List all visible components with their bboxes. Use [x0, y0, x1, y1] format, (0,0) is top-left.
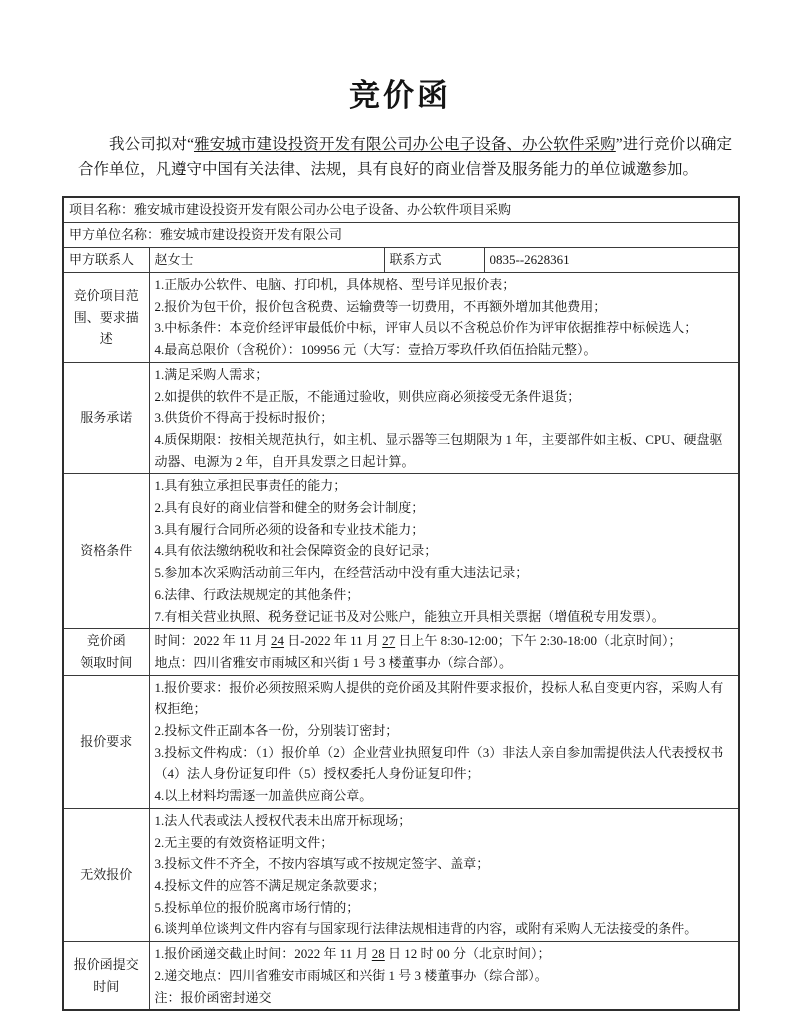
intro-segment: 我公司拟对“ [109, 136, 194, 153]
section-row [63, 675, 739, 808]
content-line [155, 897, 734, 919]
content-segment: 日上午 8:30-12:00；下午 2:30-18:00（北京时间）； [395, 633, 682, 649]
content-line [155, 386, 734, 408]
content-segment: 1.具有独立承担民事责任的能力； [154, 478, 347, 494]
content-segment: 5.参加本次采购活动前三年内，在经营活动中没有重大违法记录； [154, 565, 529, 581]
bid-info-table [62, 196, 740, 1011]
content-segment: 3.投标文件不齐全，不按内容填写或不按规定签字、盖章； [154, 856, 490, 872]
section-label-line: 报价要求 [80, 733, 133, 749]
section-row [63, 942, 739, 1011]
section-label [63, 474, 149, 629]
content-line [155, 364, 734, 386]
intro-segment: ”进行竞价以确定合作单位，凡遵守中国有关法律、法规，具有良好的商业信誉及服务能力的单位诚邀参加。 [78, 136, 732, 178]
section-row [63, 273, 739, 363]
content-segment-underlined: 28 [371, 946, 385, 962]
content-segment: 4.最高总限价（含税价）：109956 元（大写：壹拾万零玖仟玖佰伍拾陆元整）。 [154, 342, 597, 358]
content-segment: 注：报价函密封递交 [154, 989, 272, 1005]
content-segment: 3.供货价不得高于投标时报价； [154, 410, 334, 426]
content-line [155, 720, 734, 742]
content-segment: 2.投标文件正副本各一份，分别装订密封； [154, 723, 399, 739]
content-segment: 6.法律、行政法规规定的其他条件； [154, 586, 360, 602]
section-content [149, 273, 739, 363]
content-line [155, 652, 734, 674]
content-line [155, 853, 734, 875]
content-line [155, 475, 734, 497]
full-width-cell: 项目名称：雅安城市建设投资开发有限公司办公电子设备、办公软件项目采购 [63, 197, 739, 223]
content-segment: 7.有相关营业执照、税务登记证书及对公账户，能独立开具相关票据（增值税专用发票）。 [154, 608, 665, 624]
section-label-line: 服务承诺 [80, 410, 133, 426]
content-segment: 2.递交地点：四川省雅安市雨城区和兴街 1 号 3 楼董事办（综合部）。 [154, 967, 548, 983]
content-segment: 日 12 时 00 分（北京时间）； [384, 946, 551, 962]
content-segment: 地点：四川省雅安市雨城区和兴街 1 号 3 楼董事办（综合部）。 [154, 654, 513, 670]
content-line [155, 606, 734, 628]
content-segment: 1.法人代表或法人授权代表未出席开标现场； [154, 812, 412, 828]
contact-row [63, 248, 739, 273]
intro-segment-underlined: 雅安城市建设投资开发有限公司办公电子设备、办公软件采购 [193, 136, 616, 153]
section-content [149, 362, 739, 474]
section-label [63, 675, 149, 808]
content-line [155, 497, 734, 519]
section-content [149, 629, 739, 675]
content-line [155, 274, 734, 296]
content-segment: 3.投标文件构成：（1）报价单（2）企业营业执照复印件（3）非法人亲自参加需提供法人代表授权书（4）法人身份证复印件（5）授权委托人身份证复印件； [154, 744, 724, 782]
content-line [155, 943, 734, 965]
content-segment: 3.中标条件：本竞价经评审最低价中标，评审人员以不含税总价作为评审依据推荐中标候选人； [154, 320, 698, 336]
section-label-line: 无效报价 [80, 867, 133, 883]
content-segment: 1.满足采购人需求； [154, 366, 269, 382]
intro-paragraph [78, 132, 732, 182]
content-segment: 2.如提供的软件不是正版，不能通过验收，则供应商必须接受无条件退货； [154, 388, 581, 404]
content-segment: 6.谈判单位谈判文件内容有与国家现行法律法规相违背的内容，或附有采购人无法接受的条件。 [154, 921, 698, 937]
content-line [155, 965, 734, 987]
content-segment: 4.具有依法缴纳税收和社会保障资金的良好记录； [154, 543, 438, 559]
content-line [155, 918, 734, 940]
content-segment: 1.报价要求：报价必须按照采购人提供的竞价函及其附件要求报价，投标人私自变更内容，采购人有权拒绝； [154, 679, 724, 717]
content-segment: 2.报价为包干价，报价包含税费、运输费等一切费用，不再额外增加其他费用； [154, 298, 607, 314]
content-segment: 5.投标单位的报价脱离市场行情的； [154, 899, 360, 915]
section-row [63, 629, 739, 675]
content-segment: 2.具有良好的商业信誉和健全的财务会计制度； [154, 500, 425, 516]
section-label-line: 竞价项目范围、要求描述 [73, 287, 139, 347]
table-row [63, 223, 739, 248]
contact-name: 赵女士 [149, 248, 384, 273]
section-content [149, 808, 739, 941]
content-line [155, 296, 734, 318]
content-line [155, 832, 734, 854]
section-label [63, 362, 149, 474]
section-label [63, 629, 149, 675]
content-segment: 2.无主要的有效资格证明文件； [154, 834, 334, 850]
section-content [149, 942, 739, 1011]
content-line [155, 810, 734, 832]
section-label [63, 273, 149, 363]
phone-label: 联系方式 [384, 248, 484, 273]
content-line [155, 562, 734, 584]
content-segment: 1.正版办公软件、电脑、打印机，具体规格、型号详见报价表； [154, 277, 516, 292]
content-line [155, 987, 734, 1009]
section-label-line: 资格条件 [80, 543, 133, 559]
content-segment: 4.以上材料均需逐一加盖供应商公章。 [154, 788, 373, 804]
content-line [155, 540, 734, 562]
content-segment-underlined: 27 [382, 633, 396, 649]
content-line [155, 584, 734, 606]
section-label-line: 竞价函 [86, 633, 126, 649]
content-line [155, 317, 734, 339]
section-label [63, 942, 149, 1011]
section-content [149, 474, 739, 629]
section-row [63, 808, 739, 941]
section-content [149, 675, 739, 808]
content-line [155, 519, 734, 541]
content-segment: 3.具有履行合同所必须的设备和专业技术能力； [154, 521, 425, 537]
section-row [63, 474, 739, 629]
content-segment: 4.质保期限：按相关规范执行，如主机、显示器等三包期限为 1 年，主要部件如主板、CPU、硬盘驱动器、电源为 2 年，自开具发票之日起计算。 [154, 431, 723, 469]
content-line [155, 630, 734, 652]
content-segment: 1.报价函递交截止时间：2022 年 11 月 [154, 946, 372, 962]
content-line [155, 339, 734, 361]
content-line [155, 677, 734, 720]
full-width-cell: 甲方单位名称：雅安城市建设投资开发有限公司 [63, 223, 739, 248]
content-line [155, 407, 734, 429]
content-line [155, 742, 734, 785]
document-title: 竞价函 [349, 78, 451, 113]
content-segment-underlined: 24 [271, 633, 285, 649]
content-segment: 4.投标文件的应答不满足规定条款要求； [154, 877, 386, 893]
section-label-line: 报价函提交 [73, 956, 139, 972]
contact-label: 甲方联系人 [63, 248, 149, 273]
content-line [155, 429, 734, 472]
content-line [155, 875, 734, 897]
section-label [63, 808, 149, 941]
content-line [155, 785, 734, 807]
content-segment: 日-2022 年 11 月 [284, 633, 383, 649]
section-label-line: 时间 [93, 978, 120, 994]
content-segment: 时间：2022 年 11 月 [154, 633, 272, 649]
phone-value: 0835--2628361 [484, 248, 739, 273]
section-row [63, 362, 739, 474]
bid-table-body [63, 197, 739, 1010]
section-label-line: 领取时间 [80, 654, 133, 670]
table-row [63, 197, 739, 223]
